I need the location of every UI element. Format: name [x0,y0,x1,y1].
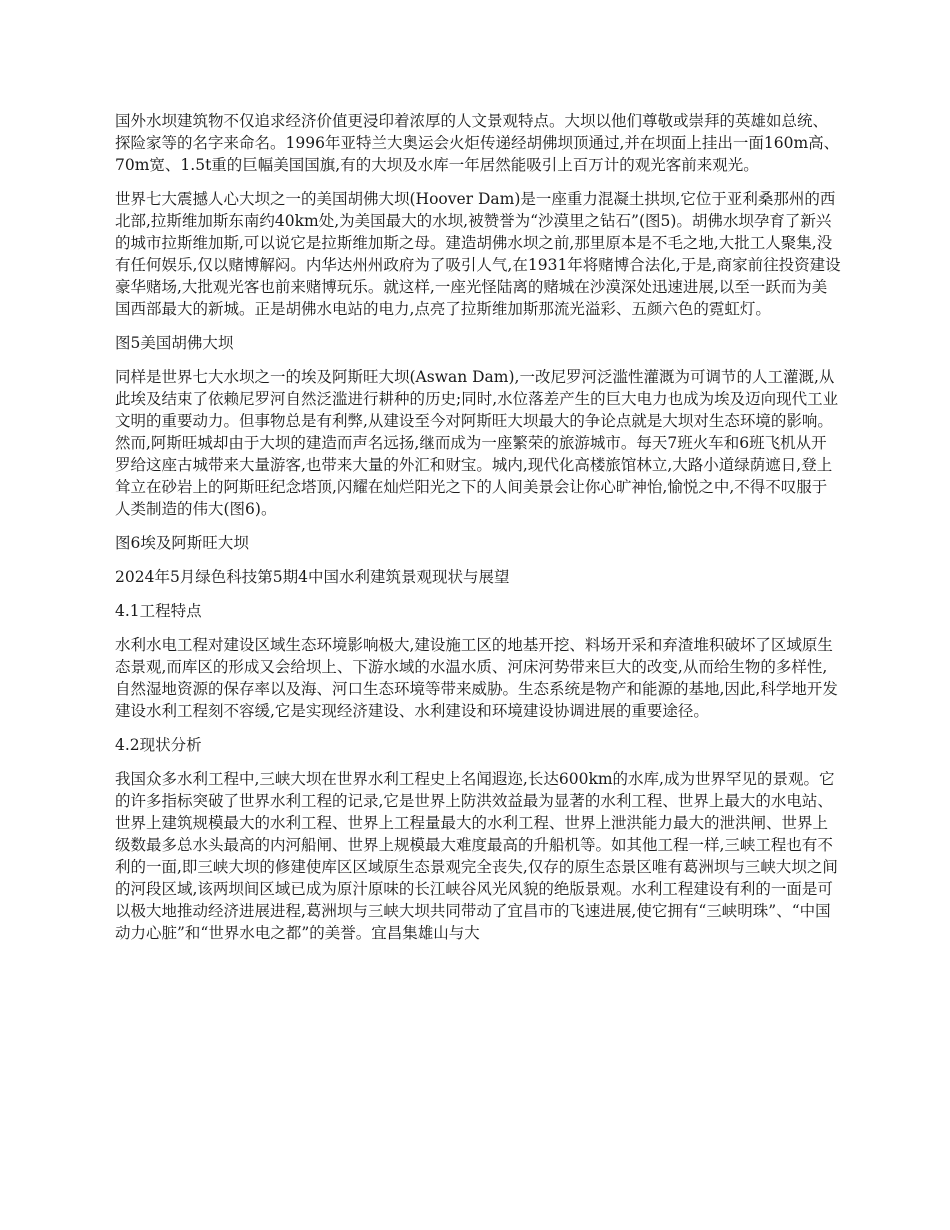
section-title: 2024年5月绿色科技第5期4中国水利建筑景观现状与展望 [115,568,510,586]
paragraph-engineering-features: 水利水电工程对建设区域生态环境影响极大,建设施工区的地基开挖、料场开采和弃渣堆积破坏了区域原生态景观,而库区的形成又会给坝上、下游水域的水温水质、河床河势带来巨大的改变,从而给生物的多样性,自然湿地资源的保存率以及海、河口生态环境等带来威胁。生态系统是物产和能源的基地,因此,科学地开发建设水利工程刻不容缓,它是实现经济建设、水利建设和环境建设协调进展的重要途径。 [115,636,838,720]
paragraph-status-analysis: 我国众多水利工程中,三峡大坝在世界水利工程史上名闻遐迩,长达600km的水库,成为世界罕见的景观。它的许多指标突破了世界水利工程的记录,它是世界上防洪效益最为显著的水利工程、世界上最大的水电站、世界上建筑规模最大的水利工程、世界上工程量最大的水利工程、世界上泄洪能力最大的泄洪闸、世界上级数最多总水头最高的内河船闸、世界上规模最大难度最高的升船机等。如其他工程一样,三峡工程也有不利的一面,即三峡大坝的修建使库区区域原生态景观完全丧失,仅存的原生态景区唯有葛洲坝与三峡大坝之间的河段区域,该两坝间区域已成为原汁原味的长江峡谷风光风貌的绝版景观。水利工程建设有利的一面是可以极大地推动经济进展进程,葛洲坝与三峡大坝共同带动了宜昌市的飞速进展,使它拥有“三峡明珠”、“中国动力心脏”和“世界水电之都”的美誉。宜昌集雄山与大 [115,770,838,942]
paragraph-aswan-dam: 同样是世界七大水坝之一的埃及阿斯旺大坝(Aswan Dam),一改尼罗河泛滥性灌溉为可调节的人工灌溉,从此埃及结束了依赖尼罗河自然泛滥进行耕种的历史;同时,水位落差产生的巨大电力也成为埃及迈向现代工业文明的重要动力。但事物总是有利弊,从建设至今对阿斯旺大坝最大的争论点就是大坝对生态环境的影响。然而,阿斯旺城却由于大坝的建造而声名远扬,继而成为一座繁荣的旅游城市。每天7班火车和6班飞机从开罗给这座古城带来大量游客,也带来大量的外汇和财宝。城内,现代化高楼旅馆林立,大路小道绿荫遮日,登上耸立在砂岩上的阿斯旺纪念塔顶,闪耀在灿烂阳光之下的人间美景会让你心旷神怡,愉悦之中,不得不叹服于人类制造的伟大(图6)。 [115,368,839,518]
subsection-title-4-2: 4.2现状分析 [115,736,202,754]
figure-caption-5: 图5美国胡佛大坝 [115,334,234,352]
paragraph-foreign-dams: 国外水坝建筑物不仅追求经济价值更浸印着浓厚的人文景观特点。大坝以他们尊敬或崇拜的英雄如总统、探险家等的名字来命名。1996年亚特兰大奥运会火炬传递经胡佛坝顶通过,并在坝面上挂出一面160m高、70m宽、1.5t重的巨幅美国国旗,有的大坝及水库一年居然能吸引上百万计的观光客前来观光。 [115,112,840,174]
paragraph-hoover-dam: 世界七大震撼人心大坝之一的美国胡佛大坝(Hoover Dam)是一座重力混凝土拱坝,它位于亚利桑那州的西北部,拉斯维加斯东南约40km处,为美国最大的水坝,被赞誉为“沙漠里之钻石”(图5)。胡佛水坝孕育了新兴的城市拉斯维加斯,可以说它是拉斯维加斯之母。建造胡佛水坝之前,那里原本是不毛之地,大批工人聚集,没有任何娱乐,仅以赌博解闷。内华达州州政府为了吸引人气,在1931年将赌博合法化,于是,商家前往投资建设豪华赌场,大批观光客也前来赌博玩乐。就这样,一座光怪陆离的赌城在沙漠深处迅速进展,以至一跃而为美国西部最大的新城。正是胡佛水电站的电力,点亮了拉斯维加斯那流光溢彩、五颜六色的霓虹灯。 [115,190,841,318]
figure-caption-6: 图6埃及阿斯旺大坝 [115,534,249,552]
subsection-title-4-1: 4.1工程特点 [115,602,202,620]
document-page [115,110,842,956]
